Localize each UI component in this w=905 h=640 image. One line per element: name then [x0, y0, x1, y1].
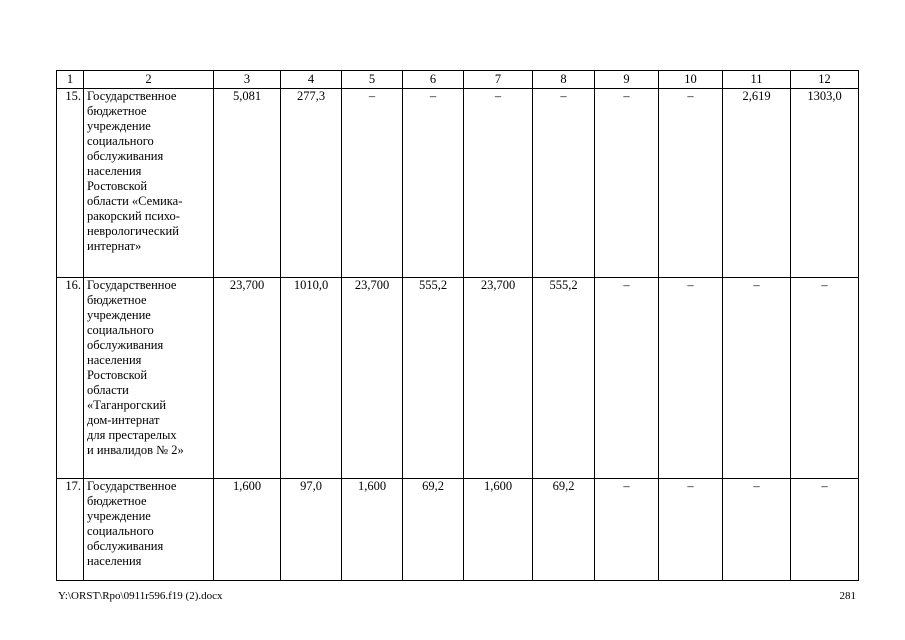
table-row	[57, 278, 859, 479]
table-row	[57, 479, 859, 581]
column-number: 3	[214, 71, 281, 89]
column-number-row	[57, 71, 859, 89]
value-cell: –	[723, 278, 791, 479]
column-number: 1	[57, 71, 84, 89]
value-cell: 1,600	[464, 479, 533, 581]
value-cell: –	[595, 278, 659, 479]
value-cell: 2,619	[723, 89, 791, 278]
value-cell: 555,2	[403, 278, 464, 479]
column-number: 12	[791, 71, 859, 89]
institution-name: Государственное бюджетное учреждение социального обслуживания населения Ростовской области «Таганрогский дом-интернат для престарелых и инвалидов № 2»	[84, 278, 214, 479]
value-cell: 69,2	[533, 479, 595, 581]
page-number: 281	[839, 590, 856, 602]
column-number: 6	[403, 71, 464, 89]
row-number: 17.	[57, 479, 84, 581]
value-cell: –	[464, 89, 533, 278]
column-number: 11	[723, 71, 791, 89]
value-cell: 1303,0	[791, 89, 859, 278]
value-cell: –	[342, 89, 403, 278]
value-cell: 97,0	[281, 479, 342, 581]
value-cell: –	[723, 479, 791, 581]
value-cell: –	[659, 278, 723, 479]
value-cell: –	[659, 89, 723, 278]
row-number: 16.	[57, 278, 84, 479]
footer-file-path: Y:\ORST\Rpo\0911r596.f19 (2).docx	[58, 590, 223, 602]
value-cell: 1010,0	[281, 278, 342, 479]
column-number: 8	[533, 71, 595, 89]
value-cell: –	[403, 89, 464, 278]
value-cell: 23,700	[342, 278, 403, 479]
value-cell: 277,3	[281, 89, 342, 278]
value-cell: 1,600	[342, 479, 403, 581]
column-number: 10	[659, 71, 723, 89]
value-cell: 5,081	[214, 89, 281, 278]
value-cell: –	[595, 479, 659, 581]
institution-name: Государственное бюджетное учреждение социального обслуживания населения Ростовской области «Семика- ракорский психо- неврологический интернат»	[84, 89, 214, 278]
row-number: 15.	[57, 89, 84, 278]
value-cell: –	[659, 479, 723, 581]
value-cell: –	[595, 89, 659, 278]
table-row	[57, 89, 859, 278]
institution-name: Государственное бюджетное учреждение социального обслуживания населения	[84, 479, 214, 581]
data-table	[56, 70, 859, 581]
value-cell: –	[533, 89, 595, 278]
value-cell: 23,700	[214, 278, 281, 479]
value-cell: 23,700	[464, 278, 533, 479]
column-number: 5	[342, 71, 403, 89]
column-number: 4	[281, 71, 342, 89]
column-number: 7	[464, 71, 533, 89]
column-number: 9	[595, 71, 659, 89]
value-cell: 69,2	[403, 479, 464, 581]
column-number: 2	[84, 71, 214, 89]
value-cell: –	[791, 278, 859, 479]
value-cell: 555,2	[533, 278, 595, 479]
value-cell: –	[791, 479, 859, 581]
value-cell: 1,600	[214, 479, 281, 581]
